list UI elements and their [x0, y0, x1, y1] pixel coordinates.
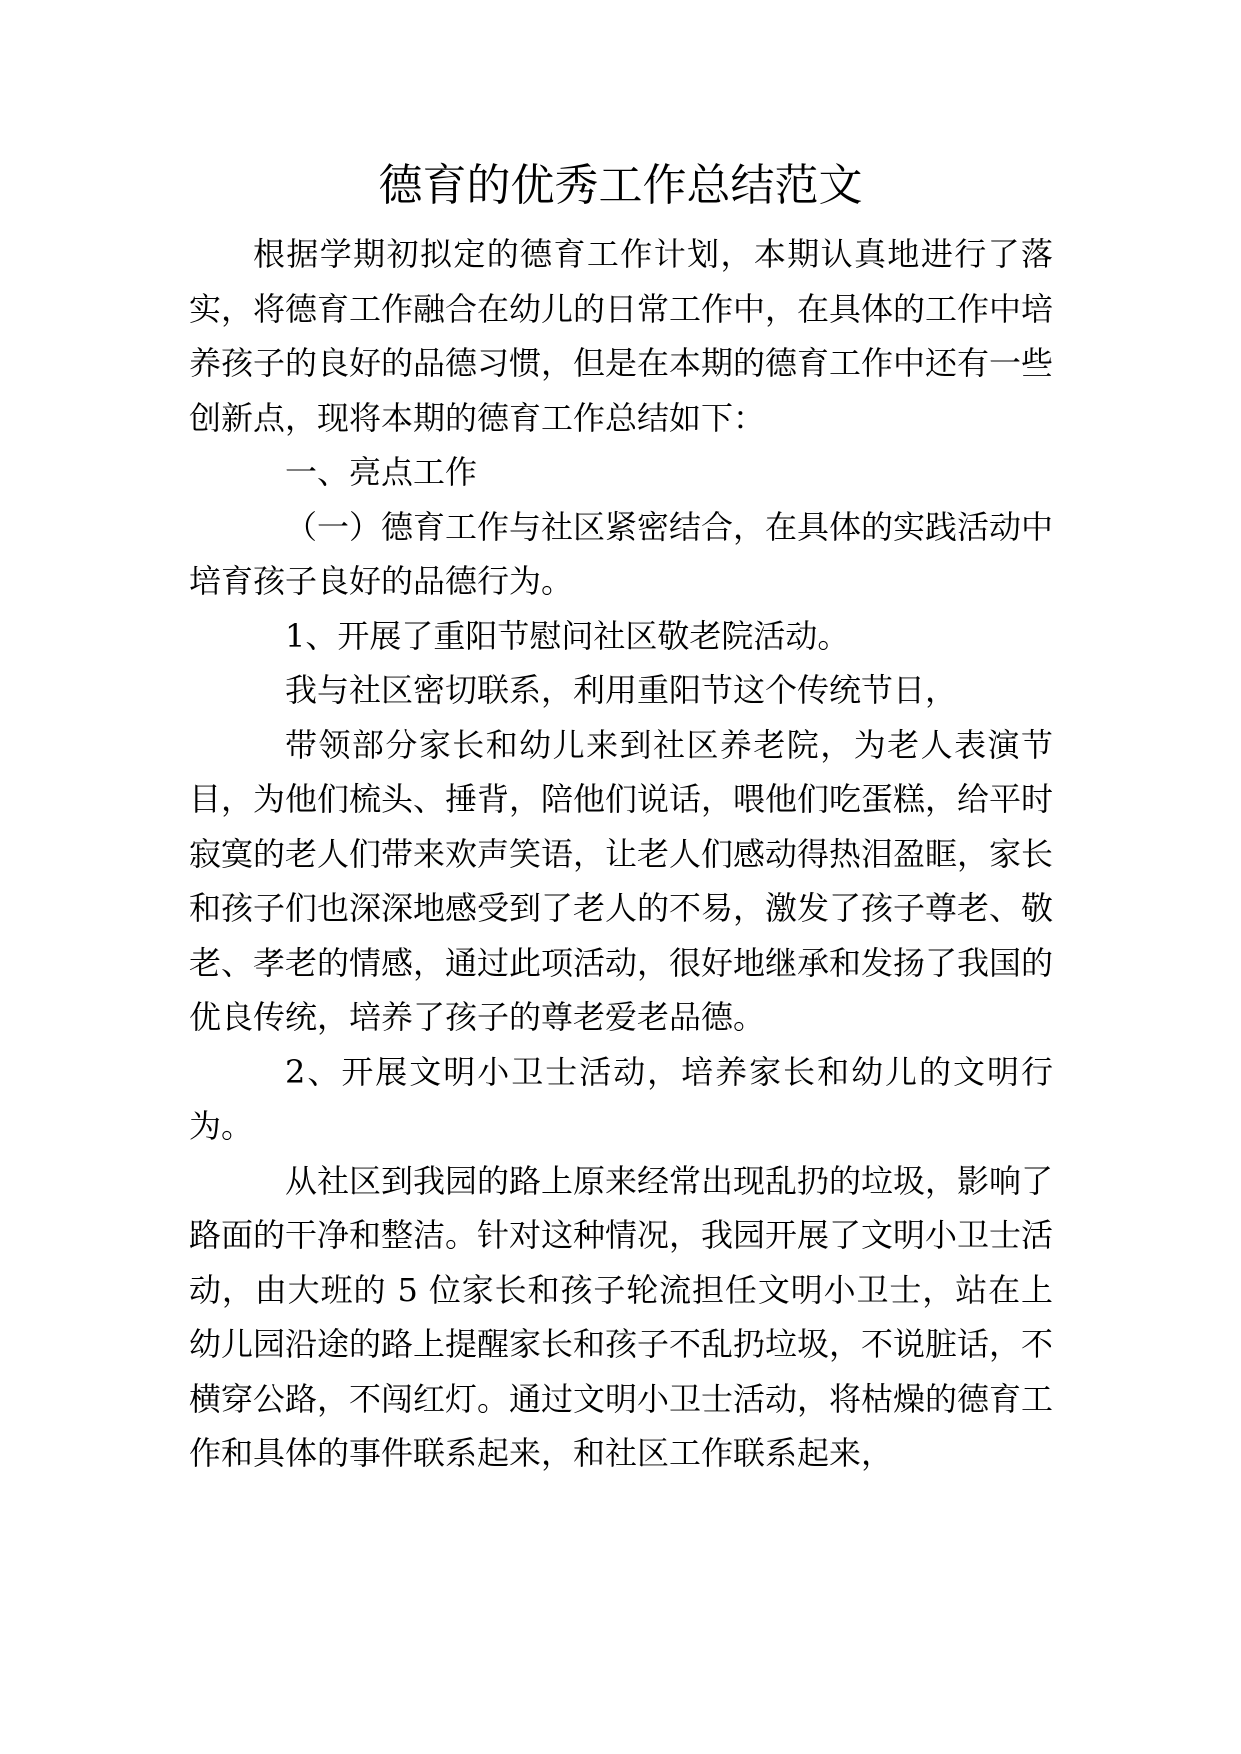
intro-paragraph: 根据学期初拟定的德育工作计划，本期认真地进行了落实，将德育工作融合在幼儿的日常工作中，在具体的工作中培养孩子的良好的品德习惯，但是在本期的德育工作中还有一些创新点，现将本期的德育工作总结如下：: [189, 235, 1054, 437]
subsection-heading: （一）德育工作与社区紧密结合，在具体的实践活动中培育孩子良好的品德行为。: [189, 507, 1054, 600]
body-paragraph: 从社区到我园的路上原来经常出现乱扔的垃圾，影响了路面的干净和整洁。针对这种情况，我园开展了文明小卫士活动，由大班的 5 位家长和孩子轮流担任文明小卫士，站在上幼儿园沿途的路上提醒家长和孩子不乱扔垃圾，不说脏话，不横穿公路，不闯红灯。通过文明小卫士活动，将枯燥的德育工作和具体的事件联系起来，和社区工作联系起来，: [189, 1161, 1054, 1472]
body-paragraph: 带领部分家长和幼儿来到社区养老院，为老人表演节目，为他们梳头、捶背，陪他们说话，喂他们吃蛋糕，给平时寂寞的老人们带来欢声笑语，让老人们感动得热泪盈眶，家长和孩子们也深深地感受到了老人的不易，激发了孩子尊老、敬老、孝老的情感，通过此项活动，很好地继承和发扬了我国的优良传统，培养了孩子的尊老爱老品德。: [189, 725, 1054, 1036]
document-title: 德育的优秀工作总结范文: [378, 160, 863, 211]
item-heading-1: 1、开展了重阳节慰问社区敬老院活动。: [285, 616, 850, 655]
item-heading-2: 2、开展文明小卫士活动，培养家长和幼儿的文明行为。: [189, 1052, 1053, 1145]
document-body: [189, 227, 1053, 1481]
section-heading: 一、亮点工作: [285, 453, 478, 491]
body-paragraph: 我与社区密切联系，利用重阳节这个传统节日，: [285, 671, 958, 709]
